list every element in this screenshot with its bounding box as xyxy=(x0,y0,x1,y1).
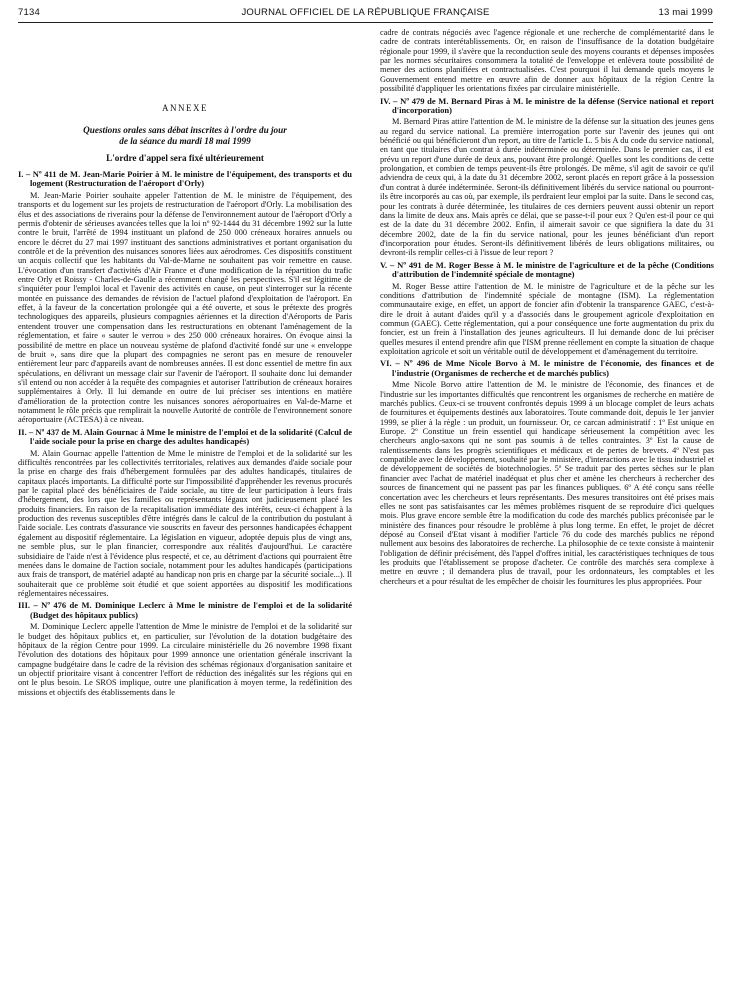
question-2-text: M. Alain Gournac appelle l'attention de Mme le ministre de l'emploi et de la solidarité sur les difficultés rencontrées par les collectivités territoriales, relatives aux demandes d'aide sociale pour la prise en charge des frais d'hébergement formulées par des adultes handicapés, titulaires de capitaux placés importants. La difficulté porte sur l'impossibilité d'appréhender les revenus procurés par le capital placé des bénéficiaires de l'aide sociale, au titre de leur participation à leurs frais d'hébergement, des lors que les familles ou représentants légaux ont judicieusement placé les produits financiers. En raison de la recapitalisation immédiate des intérêts, ceux-ci échappent à la production des revenus susceptibles d'être intégrés dans le calcul de la contribution du postulant à l'aide sociale. Les contrats d'assurance vie souscrits en faveur des personnes handicapées échappent également au dispositif réglementaire. La législation en vigueur, adoptée depuis plus de vingt ans, ne semble plus, sur le plan financier, correspondre aux réalités d'aujourd'hui. Le caractère subsidiaire de l'aide n'est à l'évidence plus respecté, et ce, au détriment d'actions qui pourraient être menées dans le domaine de l'action sociale, notamment pour les adultes handicapés (participations aux frais de transport, de matériel adapté au handicap non pris en charge par la sécurité sociale...). Il souhaiterait que ce problème soit étudié et que soient apportées au dispositif les modifications réglementaires nécessaires. xyxy=(18,448,352,598)
question-3-text-continued: cadre de contrats négociés avec l'agence régionale et une recherche de complémentarité dans le cadre de contrats interétablissements. Or, en raison de l'insuffisance de la dotation budgétaire régionale pour 1999, il s'avère que la reconduction seule des moyens courants et dépenses imposées par les normes sécuritaires consommera la totalité de l'enveloppe et enlèvera toute possibilité de mener des actions planifiées et contractualisées. C'est pourquoi il lui demande quels moyens le Gouvernement entend mettre en œuvre afin de donner aux hôpitaux de la région Centre la possibilité d'appliquer les orientations fixées par circulaire ministérielle. xyxy=(380,28,714,94)
page-header xyxy=(18,7,713,21)
journal-title: JOURNAL OFFICIEL DE LA RÉPUBLIQUE FRANÇAISE xyxy=(241,7,490,18)
question-1-title: I. – Nº 411 de M. Jean-Marie Poirier à M. le ministre de l'équipement, des transports et du logement (Restructuration de l'aéroport d'Orly) xyxy=(18,169,352,189)
question-6-title: VI. – Nº 496 de Mme Nicole Borvo à M. le ministre de l'économie, des finances et de l'industrie (Organismes de recherche et de marchés publics) xyxy=(380,358,714,378)
annexe-heading: ANNEXE xyxy=(162,103,208,113)
question-5-title: V. – Nº 491 de M. Roger Besse à M. le ministre de l'agriculture et de la pêche (Conditions d'attribution de l'indemnité spéciale de montagne) xyxy=(380,259,714,280)
session-subtitle xyxy=(18,125,352,146)
page-number: 7134 xyxy=(18,7,40,18)
question-2-title: II. – Nº 437 de M. Alain Gournac à Mme le ministre de l'emploi et de la solidarité (Calcul de l'aide sociale pour la prise en charge des adultes handicapés) xyxy=(18,426,352,447)
question-3-title: III. – Nº 476 de M. Dominique Leclerc à Mme le ministre de l'emploi et de la solidarité (Budget des hôpitaux publics) xyxy=(18,600,352,620)
ordre-notice: L'ordre d'appel sera fixé ultérieurement xyxy=(106,153,264,163)
question-4-text: M. Bernard Piras attire l'attention de M. le ministre de la défense sur la situation des jeunes gens au regard du service national. La première interrogation porte sur l'avenir des jeunes qui ont bénéficié ou qui bénéficieront d'un report, au titre de l'article L. 5 bis A du code du service national, en tant que titulaires d'un contrat à durée indéterminée ou déterminée. Dans le premier cas, il est prévu un report d'une durée de deux ans, pouvant être prolongé. Quelles sont les conditions de cette prolongation, et combien de temps peuvent-ils être prolongés. De même, s'il agit de savoir ce qu'il adviendra de ceux qui, à la date du 31 décembre 2002, seront placés en report grâce à la possession d'un contrat à durée indéterminée. Seront-ils définitivement libérés du service national ou pourront-ils être incorporés au cas où, par exemple, ils perdraient leur emploi par la suite. Dans le second cas, pour les contrats à durée déterminée, les titulaires de ces derniers peuvent aussi obtenir un report dans la limite de deux ans. Mais après ce délai, que se passe-t-il pour eux ? Qu'en est-il pour ce qui est de la date du 31 décembre 2002. Enfin, il aimerait savoir ce que signifiera la date du 31 décembre 2002, date de la fin du service national, pour les jeunes bénéficiant d'un report d'incorporation pour études. Seront-ils définitivement libérés de leurs obligations militaires, ou devront-ils remplir celles-ci à l'issue de leur report ? xyxy=(380,117,714,258)
right-column xyxy=(380,28,714,586)
question-3-text: M. Dominique Leclerc appelle l'attention de Mme le ministre de l'emploi et de la solidarité sur le budget des hôpitaux publics et, en particulier, sur l'évolution de la dotation budgétaire des hôpitaux de la région Centre pour 1999. La circulaire ministérielle du 26 novembre 1998 fixant l'évolution des dotations des hôpitaux pour 1999 annonce une orientation générale inscrivant la campagne budgétaire dans le cadre de la révision des schémas régionaux d'organisation sanitaire et un objectif prioritaire visant à concentrer l'effort de réduction des inégalités sur les régions qui en ont le plus besoin. Le SROS implique, outre une planification à moyen terme, la redéfinition des missions et objectifs des établissements dans le xyxy=(18,622,352,697)
subtitle-line-2: de la séance du mardi 18 mai 1999 xyxy=(119,135,251,146)
question-6-text: Mme Nicole Borvo attire l'attention de M. le ministre de l'économie, des finances et de l'industrie sur les importantes difficultés que rencontrent les organismes de recherche en matière de marchés publics. Ceux-ci se trouvent confrontés depuis 1999 à un blocage complet de leurs achats de fournitures et équipements destinés aux laboratoires. Toute commande doit, depuis le 1er janvier 1999, se plier à la règle : un produit, un fournisseur. Or, ce carcan administratif : 1º Est unique en Europe. 2º Constitue un frein essentiel qui handicape sérieusement la compétition avec les chercheurs anglo-saxons qui ne sont pas soumis à de telles contraintes. 3º Est la cause de ralentissements dans les progrès scientifiques et médicaux et de pertes de brevets. 4º N'est pas compatible avec le développement, souhaité par le ministère, d'interactions avec le tissu industriel et de développement de sociétés de biotechnologies. 5º Se traduit par des pertes sèches sur le plan financier avec l'achat de matériel inadéquat et plus cher et amène les chercheurs à rechercher des sources de financement qui ne passent pas par les finances publiques. 6º A été conçu sans réelle concertation avec les chercheurs et leurs représentants. Des mesures transitoires ont été prises mais elles ne sont pas satisfaisantes car les mêmes problèmes risquent de se reproduire d'ici quelques mois. Plus grave encore semble être la modification du code des marchés publics préconisée par le ministère des finances pour résoudre le problème à plus long terme. En effet, le projet de décret déposé au Conseil d'Etat visant à modifier l'article 76 du code des marchés publics ne répond nullement aux besoins des laboratoires de recherche. La philosophie de ce texte consiste à maintenir l'obligation de définir précisément, dès l'appel d'offres initial, les caractéristiques techniques de tous les produits que l'établissement se propose d'acheter. Ce contrôle des marchés sera complexe à mettre en œuvre ; il demandera plus de travail, pour les ordonnateurs, les comptables et les chercheurs et a pour résultat de les empêcher de choisir les fournitures les plus appropriées. Pour xyxy=(380,380,714,586)
question-4-title: IV. – Nº 479 de M. Bernard Piras à M. le ministre de la défense (Service national et report d'incorporation) xyxy=(380,95,714,115)
subtitle-line-1: Questions orales sans débat inscrites à l'ordre du jour xyxy=(83,125,287,135)
question-1-text: M. Jean-Marie Poirier souhaite appeler l'attention de M. le ministre de l'équipement, des transports et du logement sur les projets de restructuration de l'aéroport d'Orly. La mobilisation des élus et des associations de riverains pour la défense de l'environnement autour de l'aéroport d'Orly a permis d'obtenir de sérieuses avancées telles que la loi nº 92-1444 du 31 décembre 1992 sur la lutte contre le bruit, l'arrêté de 1994 instituant un plafond de 250 000 créneaux horaires annuels ou encore le décret du 27 mai 1997 instituant des sanctions administratives et portant organisation du contrôle et de la prévention des nuisances sonores liées aux aérodromes. Ces dispositifs constituent un acquis collectif que les habitants du Val-de-Marne ne souhaitent pas voir remettre en cause. L'évocation d'un transfert d'activités d'Air France et d'une modification de la répartition du trafic entre Orly et Roissy - Charles-de-Gaulle a récemment changé les perspectives. S'il est légitime de s'inquiéter pour l'emploi local et l'avenir des activités en cause, on peut s'interroger sur la récente montée en puissance des demandes de révision de l'actuel plafond d'exploitation de l'aéroport. En effet, à la faveur de la concertation prolongée qui a été ouverte, et sous le prétexte des progrès technologiques des appareils, plusieurs compagnies aériennes et la direction d'Aéroports de Paris entendent trouver une compensation dans les restructurations en obtenant l'aménagement de la réglementation, et faire « sauter le verrou » des 250 000 créneaux horaires. On évoque ainsi la possibilité de mettre en place un nouveau système de plafond d'activité fondé sur une « enveloppe de bruit », sans dire que la plupart des compagnies ne seront pas en mesure de renouveler entièrement leur parc d'appareils avant de nombreuses années. Il est donc essentiel de mettre fin aux spéculations, en délivrant un message clair sur l'avenir de l'aéroport. Il souhaite donc lui demander s'il entend ou non accéder à la requête des compagnies et autoriser l'attribution de créneaux horaires supplémentaires à Orly. Il lui demande en outre de lui préciser ses intentions en matière d'amélioration de la protection contre les nuisances sonores aéroportuaires en Val-de-Marne et notamment le rôle précis que remplirait la nouvelle Autorité de contrôle de l'environnement sonore aéroportuaire (ACTESA) à ce niveau. xyxy=(18,190,352,425)
header-rule xyxy=(18,22,713,23)
issue-date: 13 mai 1999 xyxy=(658,7,713,18)
question-5-text: M. Roger Besse attire l'attention de M. le ministre de l'agriculture et de la pêche sur les conditions d'attribution de l'indemnité spéciale de montagne (ISM). La réglementation communautaire exige, en effet, un apport de foncier afin d'obtenir la transparence GAEC, c'est-à-dire le droit à autant d'aides qu'il y a d'associés dans le groupement agricole d'exploitation en commun (GAEC). Cette réglementation, qui a pour conséquence une forte augmentation du prix du foncier, est un frein à l'installation des jeunes agriculteurs. Il lui demande donc de lui préciser quelles mesures il entend prendre afin que l'ISM prenne réellement en compte la situation de chaque exploitation agricole et soit un véritable outil de développement et d'aménagement du territoire. xyxy=(380,281,714,357)
left-column xyxy=(18,167,352,697)
